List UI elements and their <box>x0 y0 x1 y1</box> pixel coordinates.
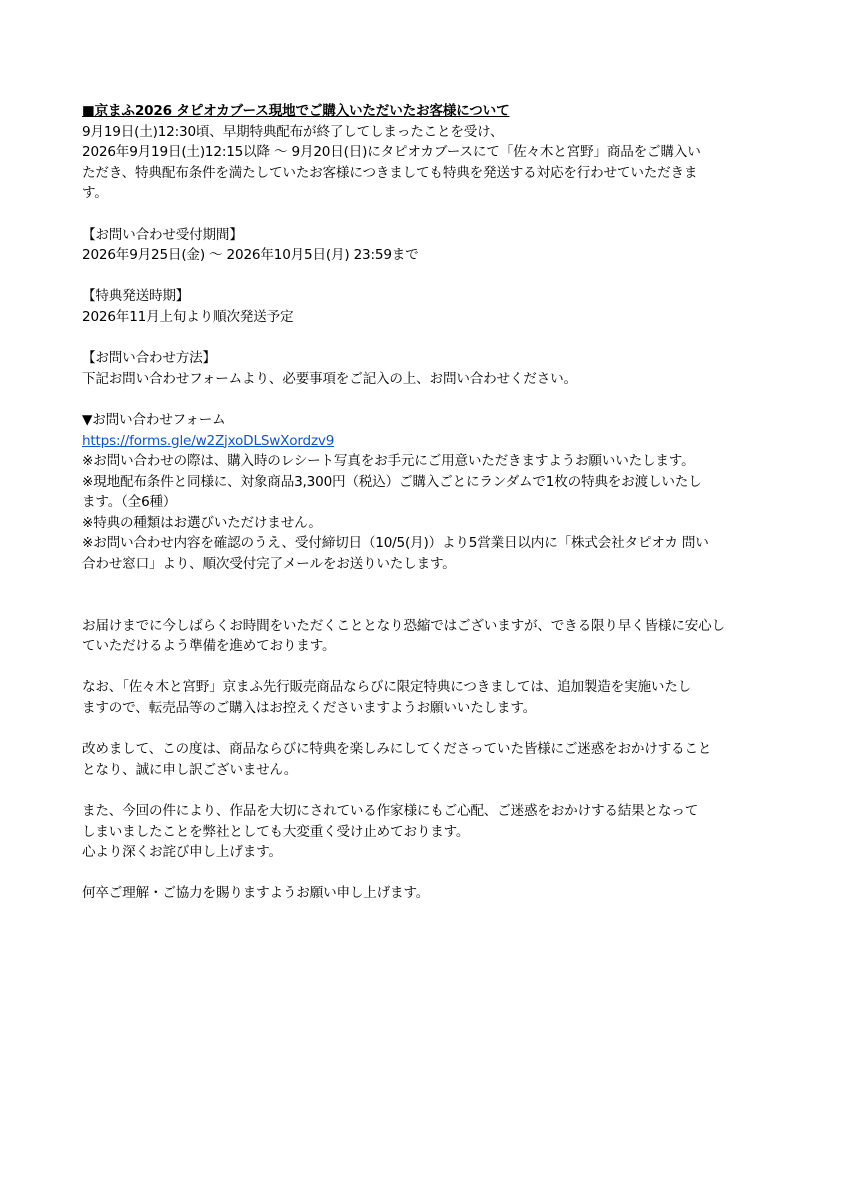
form-heading: ▼お問い合わせフォーム <box>82 411 226 428</box>
intro-line: す。 <box>82 185 108 202</box>
spacer <box>82 575 782 616</box>
note-line: ます。（全6種） <box>82 494 177 511</box>
closing-line: 何卒ご理解・ご協力を賜りますようお願い申し上げます。 <box>82 885 430 902</box>
inquiry-period-heading: 【お問い合わせ受付期間】 <box>82 226 243 243</box>
inquiry-period-value: 2026年9月25日(金) 〜 2026年10月5日(月) 23:59まで <box>82 247 419 264</box>
intro-line: 9月19日(土)12:30頃、早期特典配布が終了してしまったことを受け、 <box>82 123 504 140</box>
inquiry-method-value: 下記お問い合わせフォームより、必要事項をご記入の上、お問い合わせください。 <box>82 370 577 387</box>
shipping-period-value: 2026年11月上旬より順次発送予定 <box>82 308 294 325</box>
note-line: ※現地配布条件と同様に、対象商品3,300円（税込）ご購入ごとにランダムで1枚の特典をお渡しいたし <box>82 473 702 490</box>
inquiry-form-link[interactable]: https://forms.gle/w2ZjxoDLSwXordzv9 <box>82 432 335 449</box>
intro-line: ただき、特典配布条件を満たしていたお客様につきましても特典を発送する対応を行わせていただきま <box>82 164 698 181</box>
spacer <box>82 328 782 349</box>
closing-line: また、今回の件により、作品を大切にされている作家様にもご心配、ご迷惑をおかけする結果となって <box>82 803 699 819</box>
spacer <box>82 204 782 225</box>
spacer <box>82 863 782 884</box>
spacer <box>82 657 782 678</box>
spacer <box>82 389 782 410</box>
closing-line: お届けまでに今しばらくお時間をいただくこととなり恐縮ではございますが、できる限り早く皆様に安心し <box>82 617 725 634</box>
closing-line: 心より深くお詫び申し上げます。 <box>82 844 282 861</box>
closing-line: しまいましたことを弊社としても大変重く受け止めております。 <box>82 823 470 840</box>
note-line: 合わせ窓口」より、順次受付完了メールをお送りいたします。 <box>82 556 456 573</box>
closing-line: 改めまして、この度は、商品ならびに特典を楽しみにしてくださっていた皆様にご迷惑をおかけすること <box>82 741 712 758</box>
notice-title: ■京まふ2026 タピオカブース現地でご購入いただいたお客様について <box>82 103 510 119</box>
note-line: ※お問い合わせ内容を確認のうえ、受付締切日（10/5(月)）より5営業日以内に「株式会社タピオカ 問い <box>82 535 709 552</box>
note-line: ※お問い合わせの際は、購入時のレシート写真をお手元にご用意いただきますようお願いいたします。 <box>82 453 695 470</box>
shipping-period-heading: 【特典発送時期】 <box>82 288 190 305</box>
closing-line: ていただけるよう準備を進めております。 <box>82 638 336 655</box>
spacer <box>82 719 782 740</box>
intro-line: 2026年9月19日(土)12:15以降 〜 9月20日(日)にタピオカブースにて「佐々木と宮野」商品をご購入い <box>82 144 701 161</box>
inquiry-method-heading: 【お問い合わせ方法】 <box>82 350 216 367</box>
spacer <box>82 266 782 287</box>
closing-line: なお、「佐々木と宮野」京まふ先行販売商品ならびに限定特典につきましては、追加製造を実施いたし <box>82 679 692 696</box>
notice-document <box>82 101 782 904</box>
spacer <box>82 780 782 801</box>
note-line: ※特典の種類はお選びいただけません。 <box>82 514 322 531</box>
closing-line: となり、誠に申し訳ございません。 <box>82 761 298 778</box>
closing-line: ますので、転売品等のご購入はお控えくださいますようお願いいたします。 <box>82 700 537 717</box>
